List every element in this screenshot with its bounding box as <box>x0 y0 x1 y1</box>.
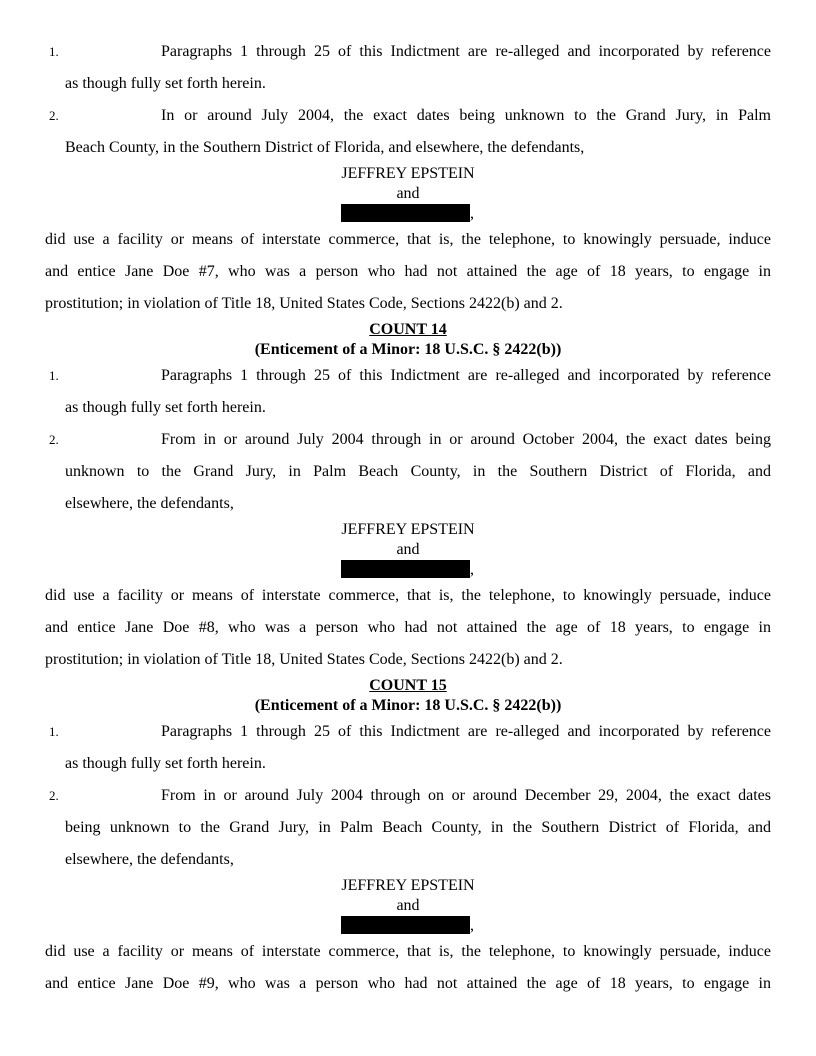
paragraph-text: elsewhere, the defendants, <box>65 495 234 512</box>
paragraph-text: Beach County, in the Southern District of Florida, and elsewhere, the defendants, <box>65 139 585 156</box>
defendant-name: JEFFREY EPSTEIN <box>341 521 475 538</box>
charge-text: did use a facility or means of interstate commerce, that is, the telephone, to knowingly persuade, induce <box>45 943 771 960</box>
comma: , <box>470 917 474 934</box>
paragraph-number: 2. <box>49 788 59 803</box>
paragraph-number: 1. <box>49 44 59 59</box>
paragraph-text: as though fully set forth herein. <box>65 755 266 772</box>
charge-text: prostitution; in violation of Title 18, United States Code, Sections 2422(b) and 2. <box>45 651 563 668</box>
redaction-bar <box>341 916 470 934</box>
charge-text: did use a facility or means of interstate commerce, that is, the telephone, to knowingly persuade, induce <box>45 587 771 604</box>
charge-text: did use a facility or means of interstate commerce, that is, the telephone, to knowingly persuade, induce <box>45 231 771 248</box>
comma: , <box>470 561 474 578</box>
paragraph-text: elsewhere, the defendants, <box>65 851 234 868</box>
paragraph-text: unknown to the Grand Jury, in Palm Beach County, in the Southern District of Florida, and <box>65 463 771 480</box>
conjunction: and <box>396 541 420 558</box>
paragraph-text: From in or around July 2004 through on or around December 29, 2004, the exact dates <box>161 787 771 804</box>
paragraph-number: 2. <box>49 108 59 123</box>
paragraph-2-line <box>49 106 771 126</box>
count-heading: (Enticement of a Minor: 18 U.S.C. § 2422(b)) <box>254 341 562 358</box>
paragraph-1-line <box>49 366 771 386</box>
count-title: COUNT 14 <box>369 321 447 338</box>
paragraph-text: Paragraphs 1 through 25 of this Indictment are re-alleged and incorporated by reference <box>161 367 771 384</box>
paragraph-text: as though fully set forth herein. <box>65 75 266 92</box>
charge-text: and entice Jane Doe #8, who was a person who had not attained the age of 18 years, to engage in <box>45 619 771 636</box>
paragraph-text: as though fully set forth herein. <box>65 399 266 416</box>
paragraph-2-line <box>49 430 771 450</box>
defendant-name: JEFFREY EPSTEIN <box>341 165 475 182</box>
paragraph-text: Paragraphs 1 through 25 of this Indictment are re-alleged and incorporated by reference <box>161 43 771 60</box>
paragraph-number: 1. <box>49 724 59 739</box>
paragraph-2-line <box>49 786 771 806</box>
redacted-defendant <box>0 204 816 224</box>
redacted-defendant <box>0 560 816 580</box>
paragraph-1-line <box>49 722 771 742</box>
paragraph-text: being unknown to the Grand Jury, in Palm Beach County, in the Southern District of Florida, and <box>65 819 771 836</box>
redaction-bar <box>341 204 470 222</box>
paragraph-text: From in or around July 2004 through in or around October 2004, the exact dates being <box>161 431 771 448</box>
count-heading: (Enticement of a Minor: 18 U.S.C. § 2422(b)) <box>254 697 562 714</box>
redacted-defendant <box>0 916 816 936</box>
paragraph-number: 1. <box>49 368 59 383</box>
charge-text: and entice Jane Doe #7, who was a person who had not attained the age of 18 years, to engage in <box>45 263 771 280</box>
charge-text: and entice Jane Doe #9, who was a person who had not attained the age of 18 years, to engage in <box>45 975 771 992</box>
conjunction: and <box>396 897 420 914</box>
comma: , <box>470 205 474 222</box>
paragraph-1-line <box>49 42 771 62</box>
defendant-name: JEFFREY EPSTEIN <box>341 877 475 894</box>
paragraph-text: Paragraphs 1 through 25 of this Indictment are re-alleged and incorporated by reference <box>161 723 771 740</box>
charge-text: prostitution; in violation of Title 18, United States Code, Sections 2422(b) and 2. <box>45 295 563 312</box>
count-title: COUNT 15 <box>369 677 447 694</box>
paragraph-text: In or around July 2004, the exact dates being unknown to the Grand Jury, in Palm <box>161 107 771 124</box>
conjunction: and <box>396 185 420 202</box>
redaction-bar <box>341 560 470 578</box>
paragraph-number: 2. <box>49 432 59 447</box>
